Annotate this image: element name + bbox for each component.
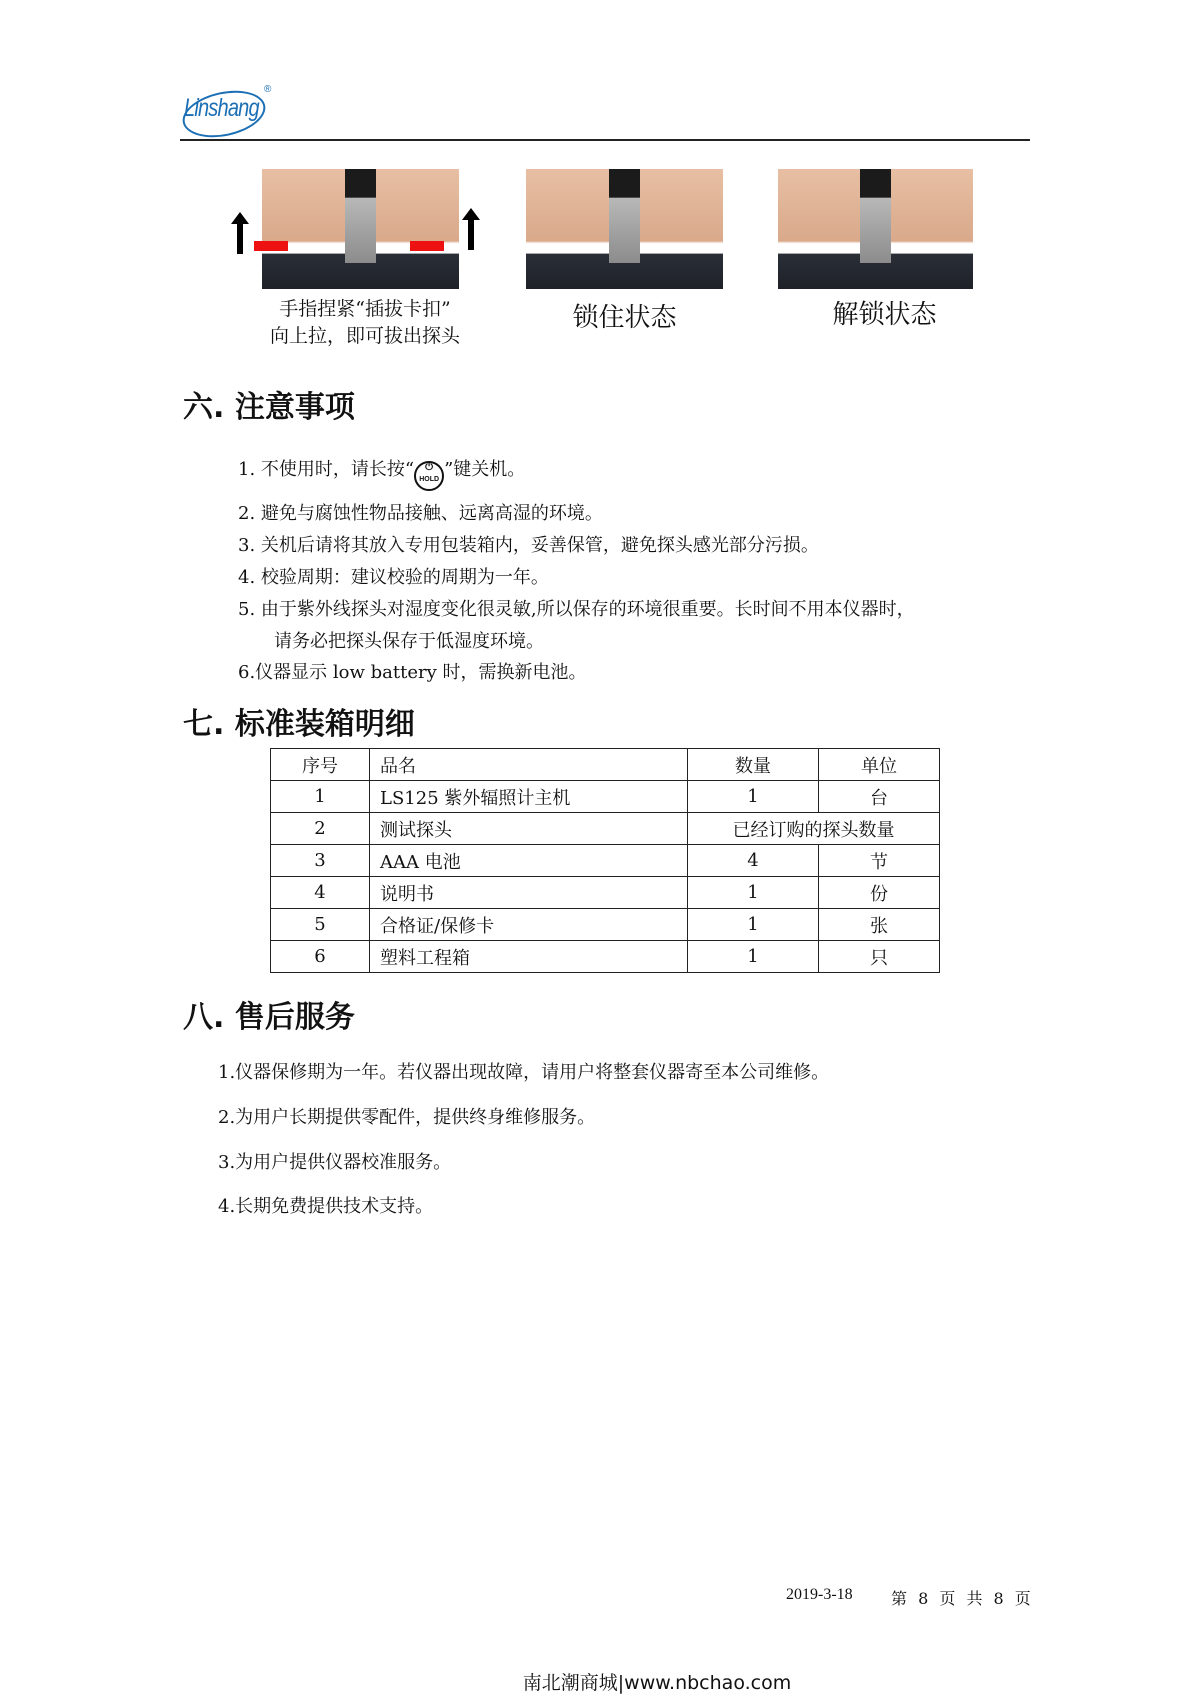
cell: 合格证/保修卡	[370, 909, 688, 941]
packing-list-table	[270, 748, 940, 973]
cell: LS125 紫外辐照计主机	[370, 781, 688, 813]
header-cell: 品名	[370, 749, 688, 781]
header-cell: 单位	[819, 749, 940, 781]
cell: 说明书	[370, 877, 688, 909]
cell: 3	[271, 845, 370, 877]
cell: 份	[819, 877, 940, 909]
section-title: 八. 售后服务	[183, 1000, 355, 1035]
cell: 节	[819, 845, 940, 877]
item-text: 1. 不使用时，请长按“	[238, 459, 415, 480]
photo-unlocked	[778, 169, 973, 289]
list-item	[238, 455, 525, 491]
cell: 4	[688, 845, 819, 877]
header-cell: 序号	[271, 749, 370, 781]
photo-caption	[250, 296, 480, 350]
arrow-left-icon	[410, 241, 444, 251]
cell: 2	[271, 813, 370, 845]
list-item: 2.为用户长期提供零配件，提供终身维修服务。	[218, 1107, 596, 1128]
section-title: 七. 标准装箱明细	[183, 707, 415, 742]
site-watermark: 南北潮商城|www.nbchao.com	[522, 1672, 792, 1694]
list-item: 2. 避免与腐蚀性物品接触、远离高湿的环境。	[238, 503, 603, 524]
registered-mark: ®	[264, 84, 272, 95]
table-row	[271, 781, 940, 813]
item-text: ”键关机。	[444, 459, 526, 480]
table-row	[271, 877, 940, 909]
cell: 1	[688, 781, 819, 813]
list-item: 3.为用户提供仪器校准服务。	[218, 1152, 452, 1173]
header-divider	[180, 139, 1030, 141]
photo-locked	[526, 169, 723, 289]
footer-date: 2019-3-18	[786, 1586, 853, 1603]
caption-line: 向上拉，即可拔出探头	[269, 325, 460, 347]
cell: 台	[819, 781, 940, 813]
table-row	[271, 845, 940, 877]
cell: 1	[271, 781, 370, 813]
cell: 已经订购的探头数量	[688, 813, 940, 845]
power-hold-icon: ⏻ HOLD	[414, 461, 444, 491]
cell: 张	[819, 909, 940, 941]
list-item: 请务必把探头保存于低湿度环境。	[274, 631, 544, 652]
photo-caption: 锁住状态	[572, 303, 677, 333]
cell: 1	[688, 877, 819, 909]
cell: 测试探头	[370, 813, 688, 845]
arrow-right-icon	[254, 241, 288, 251]
cell: 5	[271, 909, 370, 941]
caption-line: 手指捏紧“插拔卡扣”	[279, 298, 451, 320]
cell: 1	[688, 941, 819, 973]
table-row	[271, 941, 940, 973]
photo-caption: 解锁状态	[832, 300, 937, 330]
arrow-up-icon	[237, 222, 243, 254]
table-row	[271, 909, 940, 941]
table-row	[271, 813, 940, 845]
table-header	[271, 749, 940, 781]
list-item: 6.仪器显示 low battery 时，需换新电池。	[238, 662, 587, 683]
cell: 1	[688, 909, 819, 941]
cell: 6	[271, 941, 370, 973]
logo-text: Linshang	[184, 94, 259, 122]
list-item: 3. 关机后请将其放入专用包装箱内，妥善保管，避免探头感光部分污损。	[238, 535, 819, 556]
cell: 4	[271, 877, 370, 909]
arrow-up-icon	[468, 218, 474, 250]
linshang-logo	[180, 84, 280, 134]
list-item: 5. 由于紫外线探头对湿度变化很灵敏,所以保存的环境很重要。长时间不用本仪器时，	[238, 599, 915, 620]
list-item: 4.长期免费提供技术支持。	[218, 1196, 434, 1217]
photo-unplug	[262, 169, 459, 289]
cell: 只	[819, 941, 940, 973]
cell: AAA 电池	[370, 845, 688, 877]
section-title: 六. 注意事项	[183, 390, 355, 425]
list-item: 1.仪器保修期为一年。若仪器出现故障，请用户将整套仪器寄至本公司维修。	[218, 1062, 830, 1083]
header-cell: 数量	[688, 749, 819, 781]
page-number: 第 8 页 共 8 页	[891, 1589, 1034, 1608]
cell: 塑料工程箱	[370, 941, 688, 973]
list-item: 4. 校验周期：建议校验的周期为一年。	[238, 567, 549, 588]
